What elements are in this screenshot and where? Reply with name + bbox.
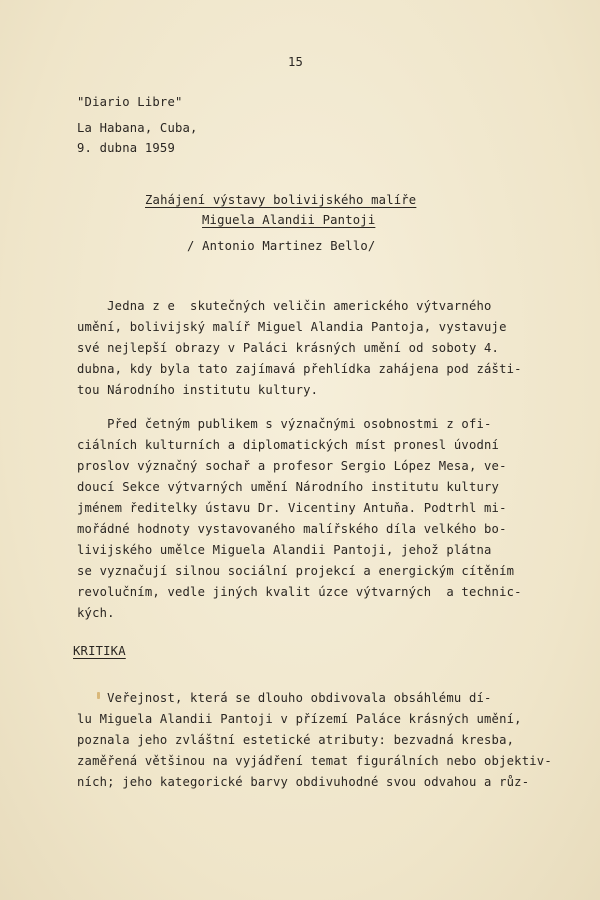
paragraph-3 <box>77 692 552 797</box>
text-line: mořádné hodnoty vystavovaného malířského díla velkého bo- <box>77 522 507 536</box>
paragraph-2 <box>77 418 522 628</box>
text-line: proslov význačný sochař a profesor Sergio López Mesa, ve- <box>77 459 507 473</box>
article-title-line-1: Zahájení výstavy bolivijského malíře <box>145 193 417 207</box>
text-line: ních; jeho kategorické barvy obdivuhodné svou odvahou a růz- <box>77 775 530 789</box>
text-line: livijského umělce Miguela Alandii Pantoji, jehož plátna <box>77 543 492 557</box>
text-line: lu Miguela Alandii Pantoji v přízemí Paláce krásných umění, <box>77 712 522 726</box>
text-line: revolučním, vedle jiných kvalit úzce výtvarných a technic- <box>77 585 522 599</box>
text-line: Před četným publikem s význačnými osobnostmi z ofi- <box>77 417 492 431</box>
author-byline: / Antonio Martinez Bello/ <box>187 239 376 253</box>
article-title-line-2: Miguela Alandii Pantoji <box>202 213 376 227</box>
text-line: poznala jeho zvláštní estetické atributy: bezvadná kresba, <box>77 733 515 747</box>
page-number: 15 <box>288 55 304 69</box>
text-line: Veřejnost, která se dlouho obdivovala obsáhlému dí- <box>77 691 492 705</box>
text-line: umění, bolivijský malíř Miguel Alandia Pantoja, vystavuje <box>77 320 507 334</box>
text-line: kých. <box>77 606 115 620</box>
text-line: dubna, kdy byla tato zajímavá přehlídka zahájena pod zášti- <box>77 362 522 376</box>
paragraph-1 <box>77 300 522 405</box>
text-line: své nejlepší obrazy v Paláci krásných umění od soboty 4. <box>77 341 500 355</box>
text-line: ciálních kulturních a diplomatických míst pronesl úvodní <box>77 438 500 452</box>
newspaper-name: "Diario Libre" <box>77 95 183 109</box>
text-line: tou Národního institutu kultury. <box>77 383 319 397</box>
text-line: doucí Sekce výtvarných umění Národního institutu kultury <box>77 480 500 494</box>
section-heading: KRITIKA <box>73 644 126 658</box>
place-line: La Habana, Cuba, <box>77 121 198 135</box>
text-line: zaměřená většinou na vyjádření temat figurálních nebo objektiv- <box>77 754 552 768</box>
date-line: 9. dubna 1959 <box>77 141 175 155</box>
text-line: jménem ředitelky ústavu Dr. Vicentiny Antuňa. Podtrhl mi- <box>77 501 507 515</box>
text-line: Jedna z e skutečných veličin amerického výtvarného <box>77 299 492 313</box>
text-line: se vyznačují silnou sociální projekcí a energickým cítěním <box>77 564 515 578</box>
